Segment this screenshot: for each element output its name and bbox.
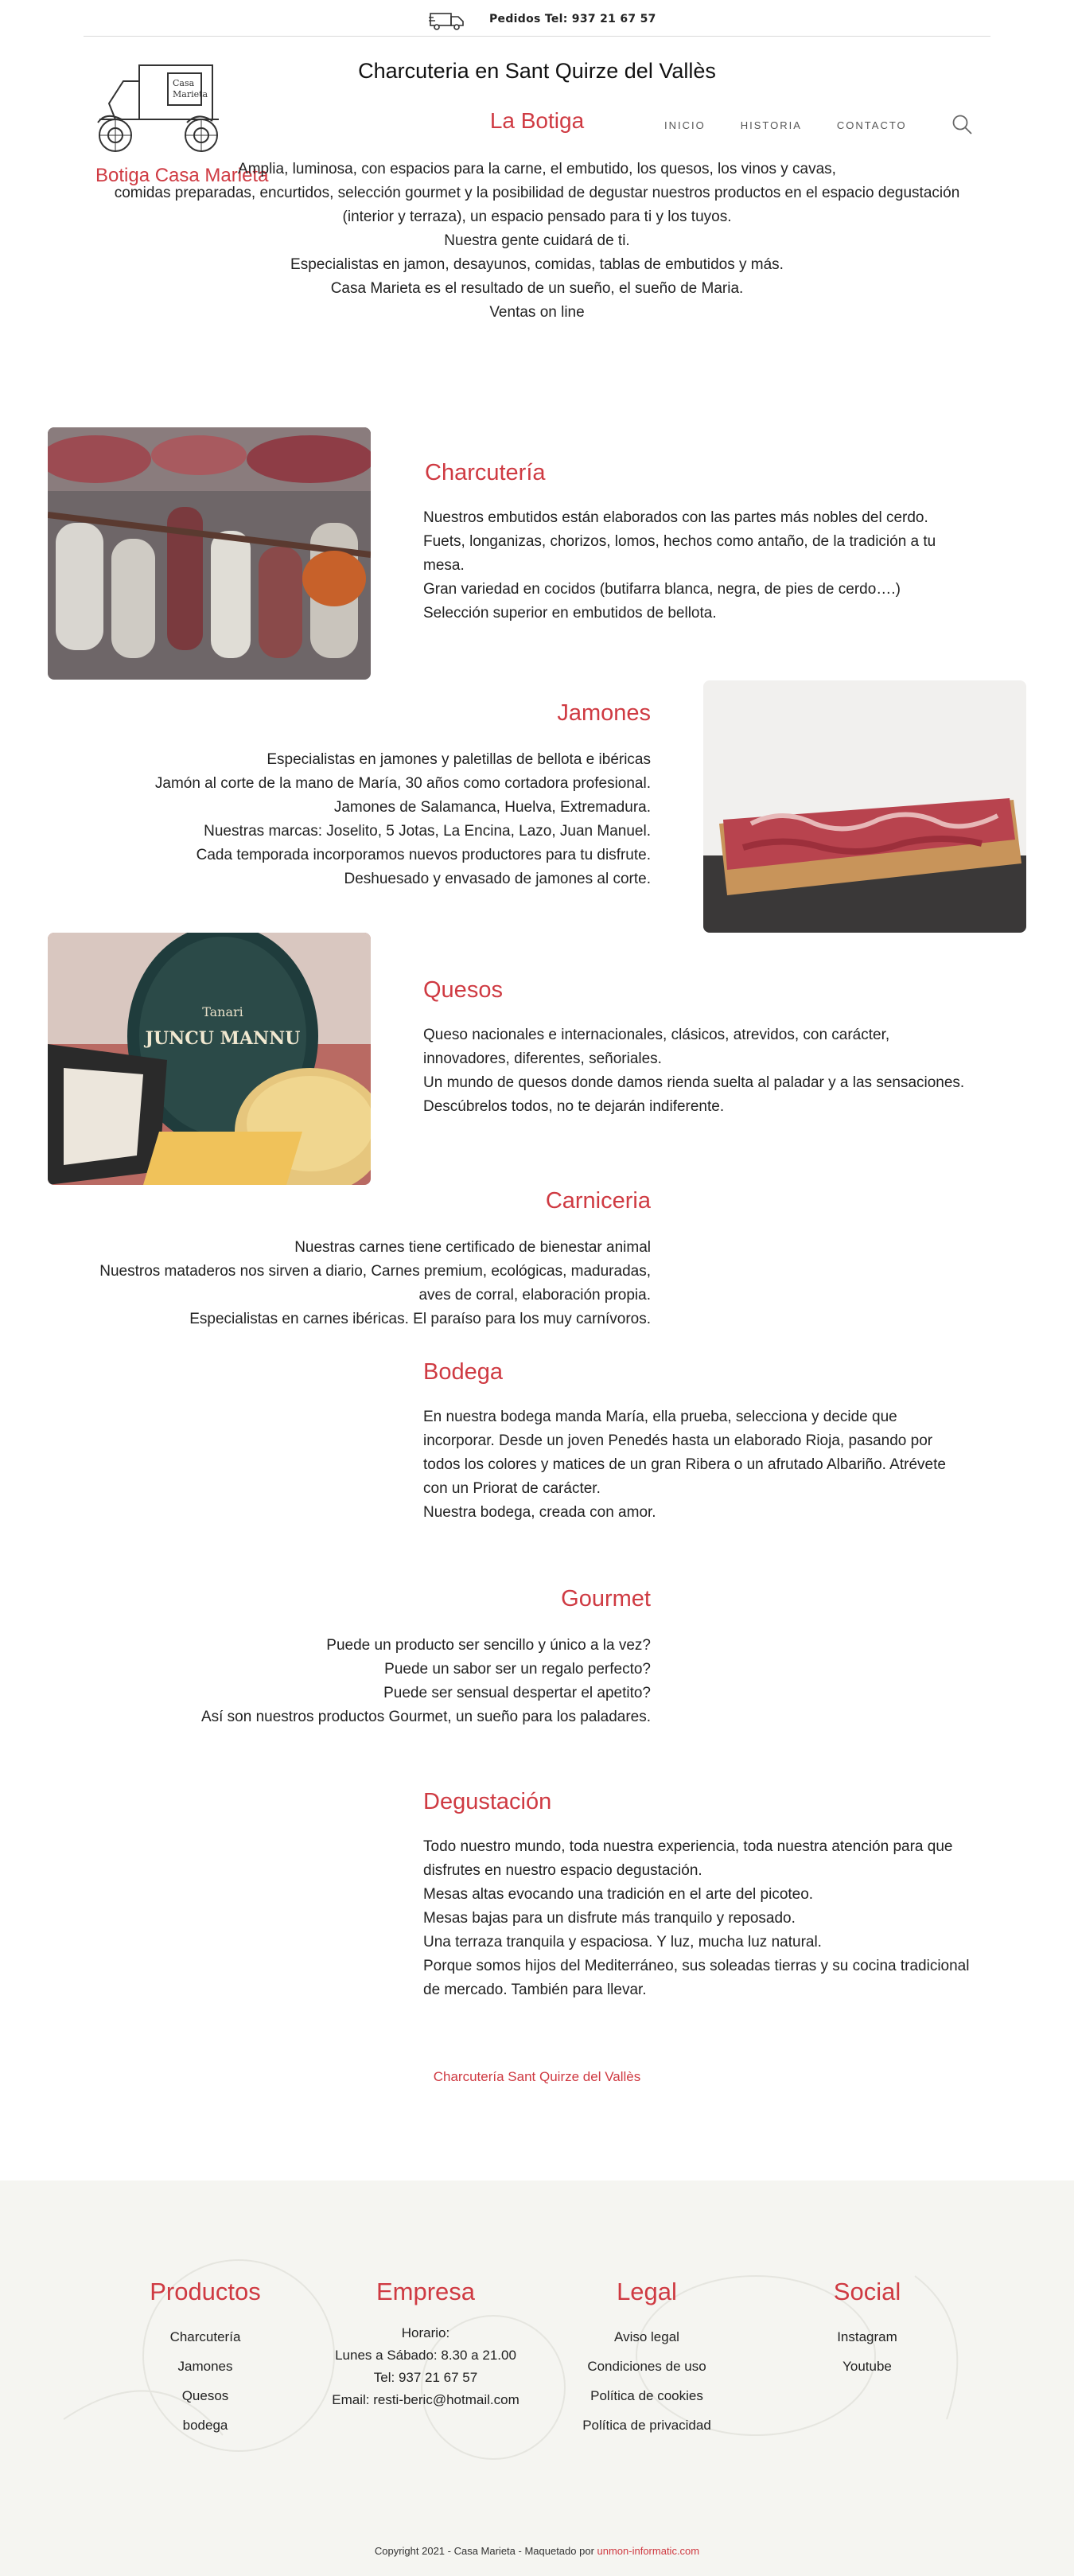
text-line: Fuets, longanizas, chorizos, lomos, hechos como antaño, de la tradición a tu <box>423 533 936 550</box>
text-line: Especialistas en carnes ibéricas. El paraíso para los muy carnívoros. <box>189 1311 651 1327</box>
intro-line: Amplia, luminosa, con espacios para la carne, el embutido, los quesos, los vinos y cavas, <box>238 161 836 177</box>
footer-link-instagram[interactable]: Instagram <box>837 2329 897 2344</box>
section-body-carniceria <box>80 1236 651 1331</box>
footer-phone[interactable]: Tel: 937 21 67 57 <box>373 2370 478 2385</box>
section-body-bodega <box>423 1405 1012 1525</box>
text-line: disfrutes en nuestro espacio degustación. <box>423 1862 702 1879</box>
site-title: Charcuteria en Sant Quirze del Vallès <box>358 59 716 83</box>
text-line: Nuestras marcas: Joselito, 5 Jotas, La Encina, Lazo, Juan Manuel. <box>204 823 651 840</box>
text-line: Todo nuestro mundo, toda nuestra experiencia, toda nuestra atención para que <box>423 1838 953 1855</box>
text-line: Porque somos hijos del Mediterráneo, sus soleadas tierras y su cocina tradicional <box>423 1958 970 1974</box>
text-line: de mercado. También para llevar. <box>423 1982 647 1998</box>
footer-heading-legal: Legal <box>617 2278 677 2305</box>
section-title-bodega: Bodega <box>423 1359 503 1385</box>
text-line: Cada temporada incorporamos nuevos productores para tu disfrute. <box>196 847 651 863</box>
section-body-degustacion <box>423 1835 1012 2002</box>
text-line: Deshuesado y envasado de jamones al corte. <box>344 871 651 887</box>
text-line: Selección superior en embutidos de bellota. <box>423 605 717 622</box>
footer-heading-empresa: Empresa <box>376 2278 476 2305</box>
text-line: todos los colores y matices de un gran Ribera o un afrutado Albariño. Atrévete <box>423 1456 946 1473</box>
footer-hours: Lunes a Sábado: 8.30 a 21.00 <box>335 2348 516 2363</box>
intro-line: (interior y terraza), un espacio pensado para ti y los tuyos. <box>342 208 732 225</box>
copyright <box>0 2545 1074 2557</box>
text-line: incorporar. Desde un joven Penedés hasta un elaborado Rioja, pasando por <box>423 1432 933 1449</box>
section-title-degustacion: Degustación <box>423 1789 552 1814</box>
intro-line: comidas preparadas, encurtidos, selección gourmet y la posibilidad de degustar nuestros productos en el espacio degustación <box>114 185 960 201</box>
text-line: Así son nuestros productos Gourmet, un sueño para los paladares. <box>200 1709 651 1725</box>
section-body-gourmet <box>80 1634 651 1729</box>
footer-col-legal <box>543 2278 750 2440</box>
footer-email[interactable]: Email: resti-beric@hotmail.com <box>332 2392 519 2407</box>
brand-name[interactable]: Botiga Casa Marieta <box>95 165 269 186</box>
footer-col-productos <box>102 2278 309 2440</box>
footer-link-quesos[interactable]: Quesos <box>181 2388 229 2403</box>
page-subtitle: La Botiga <box>489 108 585 133</box>
text-line: Mesas altas evocando una tradición en el arte del picoteo. <box>423 1886 814 1903</box>
footer-heading-productos: Productos <box>150 2278 261 2305</box>
text-line: En nuestra bodega manda María, ella prueba, selecciona y decide que <box>423 1409 897 1425</box>
svg-text:Casa: Casa <box>173 78 195 88</box>
svg-text:JUNCU MANNU: JUNCU MANNU <box>145 1028 301 1049</box>
text-line: Nuestros embutidos están elaborados con las partes más nobles del cerdo. <box>423 509 928 526</box>
footer-link-youtube[interactable]: Youtube <box>842 2359 892 2374</box>
intro-line[interactable]: Ventas on line <box>489 304 585 321</box>
nav-historia[interactable]: HISTORIA <box>740 119 802 131</box>
footer-link-bodega[interactable]: bodega <box>182 2418 228 2433</box>
footer-hours-label: Horario: <box>401 2325 450 2340</box>
section-title-jamones: Jamones <box>557 700 651 726</box>
text-line: con un Priorat de carácter. <box>423 1480 601 1497</box>
quesos-image <box>48 933 371 1185</box>
section-title-gourmet: Gourmet <box>561 1586 651 1611</box>
text-line: Descúbrelos todos, no te dejarán indiferente. <box>423 1098 725 1115</box>
svg-text:Tanari: Tanari <box>202 1004 243 1019</box>
footer <box>0 2180 1074 2576</box>
text-line: innovadores, diferentes, señoriales. <box>423 1050 662 1067</box>
delivery-truck-icon <box>429 10 465 31</box>
intro-line: Especialistas en jamon, desayunos, comidas, tablas de embutidos y más. <box>290 256 784 273</box>
text-line: Especialistas en jamones y paletillas de bellota e ibéricas <box>267 751 651 768</box>
nav-inicio[interactable]: INICIO <box>664 119 706 131</box>
nav-contacto[interactable]: CONTACTO <box>836 119 907 131</box>
text-line: Gran variedad en cocidos (butifarra blanca, negra, de pies de cerdo….) <box>423 581 901 598</box>
footer-link-jamones[interactable]: Jamones <box>177 2359 233 2374</box>
location-link[interactable]: Charcutería Sant Quirze del Vallès <box>433 2069 641 2084</box>
text-line: Nuestra bodega, creada con amor. <box>423 1504 656 1521</box>
footer-link-condiciones[interactable]: Condiciones de uso <box>587 2359 706 2374</box>
text-line: mesa. <box>423 557 465 574</box>
text-line: Puede un sabor ser un regalo perfecto? <box>384 1661 651 1678</box>
top-bar <box>84 0 990 37</box>
footer-heading-social: Social <box>833 2278 901 2305</box>
footer-link-charcuteria[interactable]: Charcutería <box>169 2329 241 2344</box>
text-line: aves de corral, elaboración propia. <box>418 1287 651 1304</box>
section-body-jamones <box>80 748 651 891</box>
section-title-charcuteria: Charcutería <box>425 460 546 485</box>
phone-label[interactable]: Pedidos Tel: 937 21 67 57 <box>489 13 656 25</box>
text-line: Queso nacionales e internacionales, clásicos, atrevidos, con carácter, <box>423 1027 890 1043</box>
footer-link-privacidad[interactable]: Política de privacidad <box>582 2418 711 2433</box>
jamones-image <box>703 680 1026 933</box>
main-nav <box>664 119 942 131</box>
text-line: Puede un producto ser sencillo y único a la vez? <box>326 1637 651 1654</box>
intro-line: Casa Marieta es el resultado de un sueño, el sueño de Maria. <box>330 280 744 297</box>
charcuteria-image <box>48 427 371 680</box>
text-line: Jamones de Salamanca, Huelva, Extremadura. <box>333 799 651 816</box>
text-line: Puede ser sensual despertar el apetito? <box>383 1685 651 1701</box>
footer-col-empresa <box>322 2278 529 2411</box>
text-line: Una terraza tranquila y espaciosa. Y luz, mucha luz natural. <box>423 1934 822 1951</box>
svg-text:Marieta: Marieta <box>173 89 208 99</box>
section-title-carniceria: Carniceria <box>545 1188 651 1214</box>
section-title-quesos: Quesos <box>423 977 503 1003</box>
intro-text <box>95 158 979 325</box>
text-line: Nuestros mataderos nos sirven a diario, Carnes premium, ecológicas, maduradas, <box>99 1263 651 1280</box>
search-icon[interactable] <box>951 114 974 136</box>
intro-line: Nuestra gente cuidará de ti. <box>444 232 630 249</box>
text-line: Nuestras carnes tiene certificado de bienestar animal <box>294 1239 651 1256</box>
section-body-quesos <box>423 1023 1012 1119</box>
footer-link-aviso-legal[interactable]: Aviso legal <box>614 2329 679 2344</box>
section-body-charcuteria <box>423 506 980 625</box>
footer-col-social <box>764 2278 971 2381</box>
credit-link[interactable]: unmon-informatic.com <box>597 2545 700 2557</box>
footer-link-cookies[interactable]: Política de cookies <box>590 2388 703 2403</box>
text-line: Un mundo de quesos donde damos rienda suelta al paladar y a las sensaciones. <box>423 1074 965 1091</box>
text-line: Jamón al corte de la mano de María, 30 años como cortadora profesional. <box>154 775 651 792</box>
copyright-text: Copyright 2021 - Casa Marieta - Maquetado por <box>374 2545 597 2557</box>
text-line: Mesas bajas para un disfrute más tranquilo y reposado. <box>423 1910 796 1927</box>
